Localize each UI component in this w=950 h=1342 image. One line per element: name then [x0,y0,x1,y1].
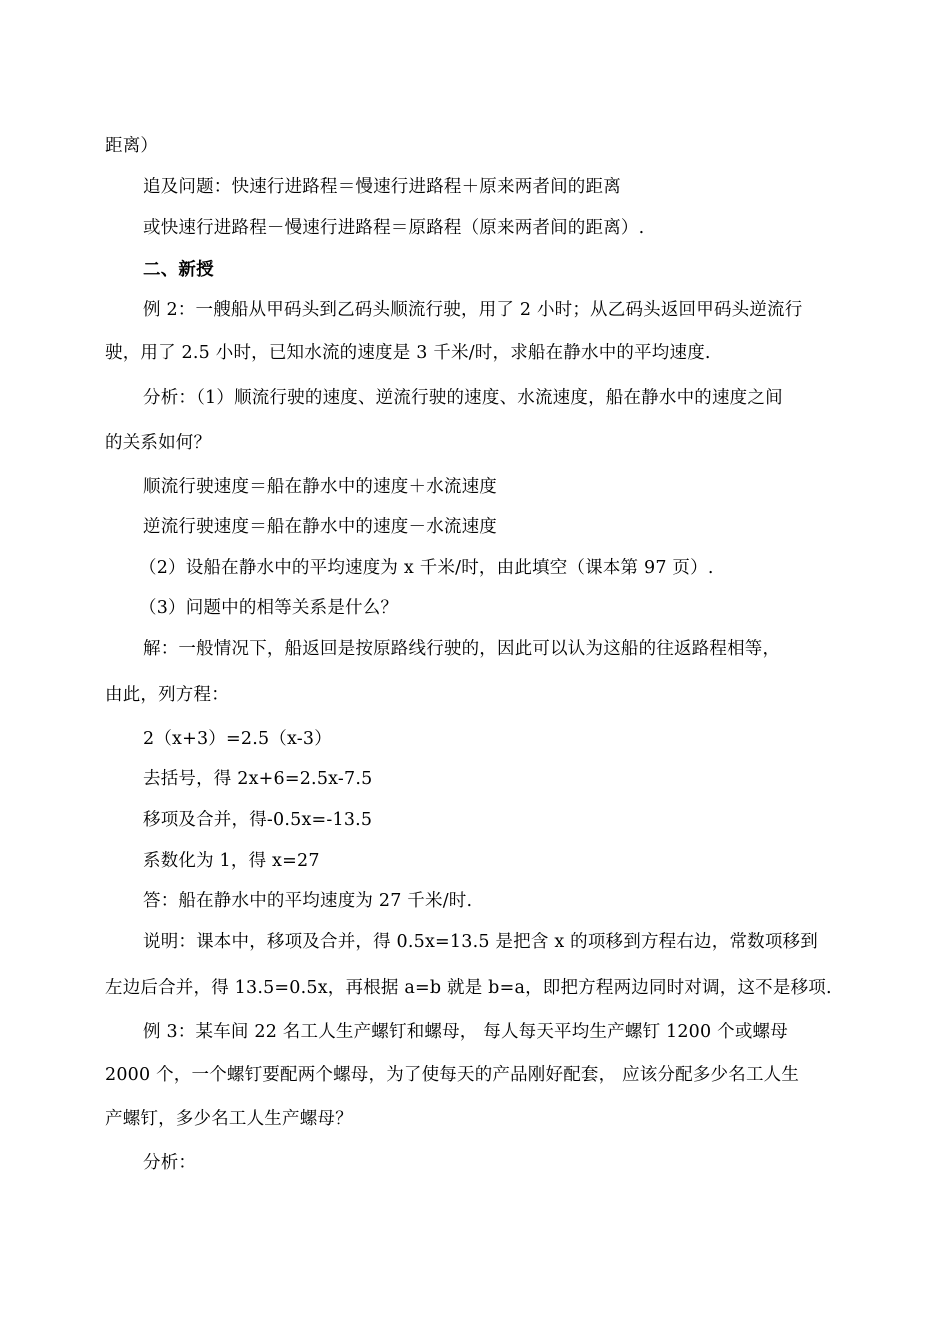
equation-line: 系数化为 1，得 x=27 [143,851,320,871]
text-line: 分析： [143,1153,197,1173]
text-line: 分析：（1）顺流行驶的速度、逆流行驶的速度、水流速度，船在静水中的速度之间 [143,388,783,408]
text-line: 追及问题：快速行进路程＝慢速行进路程＋原来两者间的距离 [143,177,621,197]
text-line: 顺流行驶速度＝船在静水中的速度＋水流速度 [143,477,497,497]
equation-line: 移项及合并，得-0.5x=-13.5 [143,810,373,830]
text-line: 左边后合并，得 13.5=0.5x，再根据 a=b 就是 b=a，即把方程两边同时对调，这不是移项. [105,978,832,998]
text-line: 例 2：一艘船从甲码头到乙码头顺流行驶，用了 2 小时；从乙码头返回甲码头逆流行 [143,300,803,320]
equation-line: 2（x+3）=2.5（x-3） [143,729,332,749]
text-line: 逆流行驶速度＝船在静水中的速度－水流速度 [143,517,497,537]
section-heading: 二、新授 [143,260,214,280]
text-line: 2000 个，一个螺钉要配两个螺母，为了使每天的产品刚好配套， 应该分配多少名工人生 [105,1065,800,1085]
text-line: 答：船在静水中的平均速度为 27 千米/时. [143,891,473,911]
text-line: 说明：课本中，移项及合并，得 0.5x=13.5 是把含 x 的项移到方程右边，常数项移到 [143,932,818,952]
text-line: 距离） [105,136,159,156]
text-line: 驶，用了 2.5 小时，已知水流的速度是 3 千米/时，求船在静水中的平均速度. [105,343,711,363]
text-line: 或快速行进路程－慢速行进路程＝原路程（原来两者间的距离）. [143,218,645,238]
text-line: （2）设船在静水中的平均速度为 x 千米/时，由此填空（课本第 97 页）. [139,558,714,578]
text-line: 由此，列方程： [105,685,229,705]
text-line: 例 3：某车间 22 名工人生产螺钉和螺母， 每人每天平均生产螺钉 1200 个或螺母 [143,1022,788,1042]
text-line: 产螺钉，多少名工人生产螺母？ [105,1109,353,1129]
text-line: （3）问题中的相等关系是什么？ [139,598,399,618]
text-line: 的关系如何？ [105,433,212,453]
text-line: 解：一般情况下，船返回是按原路线行驶的，因此可以认为这船的往返路程相等， [143,639,781,659]
equation-line: 去括号，得 2x+6=2.5x-7.5 [143,769,373,789]
